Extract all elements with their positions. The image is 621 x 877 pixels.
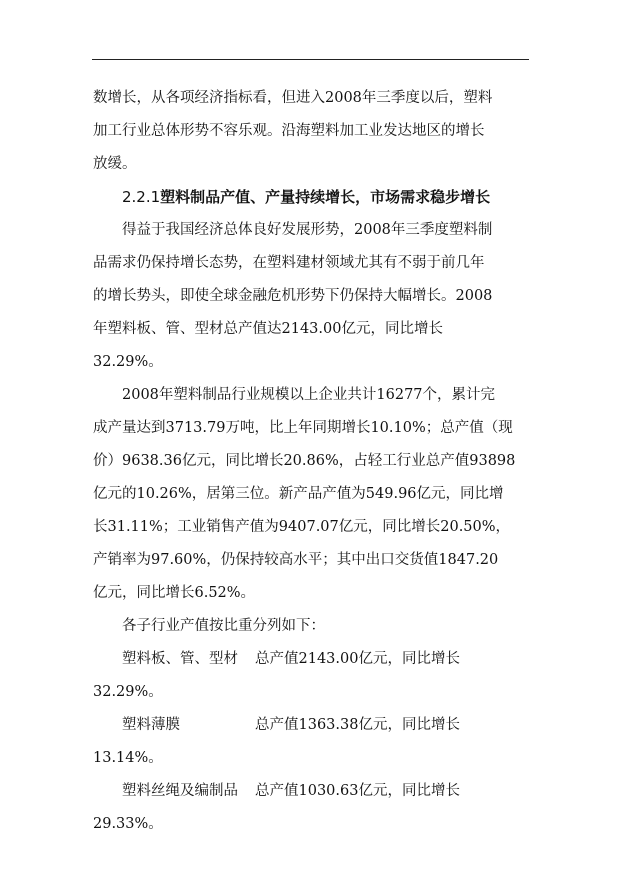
- text-line: 亿元，同比增长6.52%。: [93, 585, 256, 601]
- text-line: 放缓。: [93, 156, 137, 172]
- text-line: 年塑料板、管、型材总产值达2143.00亿元，同比增长: [93, 321, 443, 337]
- text-line: 价）9638.36亿元，同比增长20.86%，占轻工行业总产值93898: [93, 453, 516, 469]
- sub-industry-value: 总产值1363.38亿元，同比增长: [255, 717, 460, 733]
- sub-industry-name: 塑料板、管、型材: [122, 651, 238, 667]
- sub-industry-value: 总产值2143.00亿元，同比增长: [255, 651, 460, 667]
- sub-industry-row: [93, 709, 533, 742]
- text-line: 32.29%。: [93, 354, 163, 370]
- sub-industry-name: 塑料丝绳及编制品: [122, 783, 238, 799]
- paragraph-industry-stats: [93, 379, 533, 610]
- sub-industry-row: [93, 775, 533, 808]
- text-line: 2008年塑料制品行业规模以上企业共计16277个，累计完: [122, 387, 496, 403]
- text-line: 得益于我国经济总体良好发展形势，2008年三季度塑料制: [122, 222, 493, 238]
- sub-industry-value: 总产值1030.63亿元，同比增长: [255, 783, 460, 799]
- sub-industry-rate: 29.33%。: [93, 816, 163, 832]
- sub-industry-row: [93, 643, 533, 676]
- text-line: 亿元的10.26%，居第三位。新产品产值为549.96亿元，同比增: [93, 486, 504, 502]
- paragraph-demand: [93, 214, 533, 379]
- sub-industry-rate: 32.29%。: [93, 684, 163, 700]
- document-body: [93, 82, 533, 841]
- text-line: 成产量达到3713.79万吨，比上年同期增长10.10%；总产值（现: [93, 420, 513, 436]
- sub-industry-list: [93, 643, 533, 841]
- section-heading: [93, 181, 533, 214]
- text-line: 产销率为97.60%，仍保持较高水平；其中出口交货值1847.20: [93, 552, 499, 568]
- header-rule: [92, 59, 529, 60]
- section-number: 2.2.1: [122, 188, 161, 206]
- section-title: 塑料制品产值、产量持续增长，市场需求稳步增长: [160, 188, 491, 206]
- text-line: 数增长，从各项经济指标看，但进入2008年三季度以后，塑料: [93, 90, 493, 106]
- text-line: 加工行业总体形势不容乐观。沿海塑料加工业发达地区的增长: [93, 123, 485, 139]
- text-line: 的增长势头，即使全球金融危机形势下仍保持大幅增长。2008: [93, 288, 493, 304]
- text-line: 长31.11%；工业销售产值为9407.07亿元，同比增长20.50%，: [93, 519, 511, 535]
- text-line: 品需求仍保持增长态势，在塑料建材领域尤其有不弱于前几年: [93, 255, 485, 271]
- sub-industry-rate: 13.14%。: [93, 750, 163, 766]
- sub-industry-name: 塑料薄膜: [122, 717, 180, 733]
- intro-paragraph: [93, 82, 533, 181]
- sub-industry-intro: 各子行业产值按比重分列如下：: [122, 618, 325, 634]
